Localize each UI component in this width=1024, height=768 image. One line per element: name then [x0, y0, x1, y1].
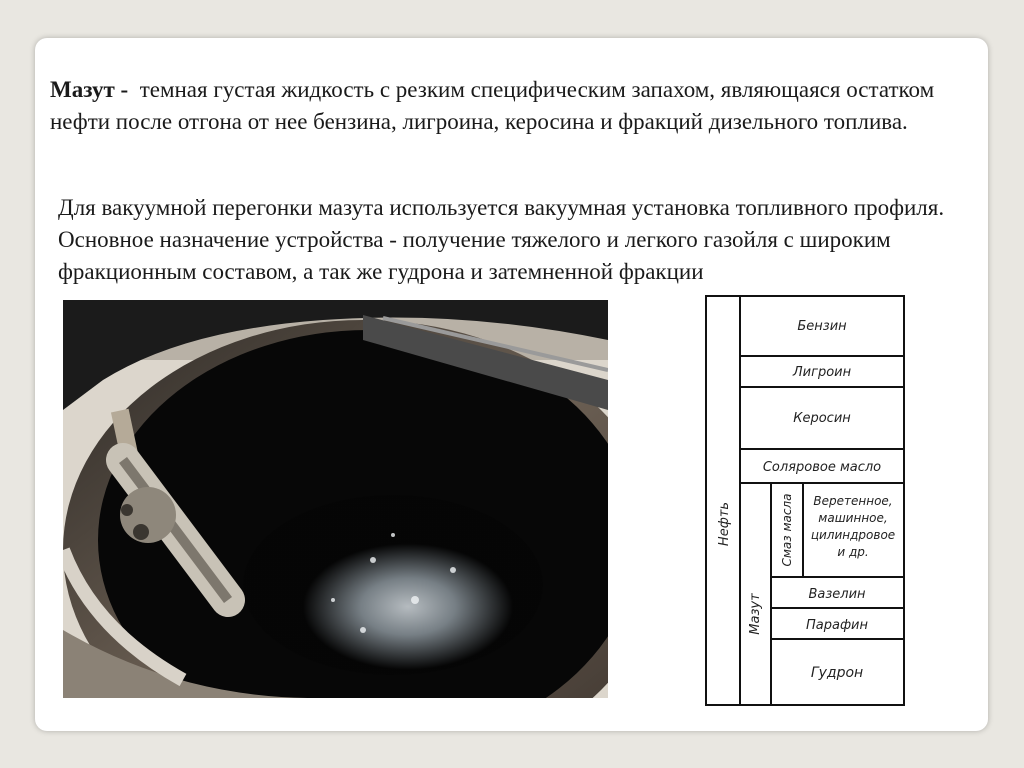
label-neft: Нефть: [717, 501, 732, 547]
fraction-parafin: Парафин: [805, 618, 869, 633]
oils-line-3: цилиндровое: [810, 528, 896, 542]
mazut-definition: [50, 74, 970, 138]
definition-text: темная густая жидкость с резким специфическим запахом, являющаяся остатком нефти после отгона от нее бензина, лигроина, керосина и фракций дизельного топлива.: [50, 77, 935, 134]
slide: [35, 38, 988, 731]
fraction-benzin: Бензин: [797, 319, 847, 334]
label-mazut: Мазут: [748, 593, 763, 635]
oils-line-1: Веретенное,: [813, 494, 893, 508]
fraction-gudron: Гудрон: [810, 665, 864, 681]
oils-line-2: машинное,: [818, 511, 888, 525]
oil-fractions-diagram: [699, 294, 911, 710]
mazut-tank-photo: [63, 300, 608, 698]
term-mazut: Мазут -: [50, 77, 129, 102]
oils-line-4: и др.: [837, 545, 869, 559]
fraction-kerosin: Керосин: [793, 411, 851, 426]
fraction-solar-oil: Соляровое масло: [762, 460, 882, 475]
fraction-vazelin: Вазелин: [808, 587, 866, 602]
vacuum-distillation-text: Для вакуумной перегонки мазута используется вакуумная установка топливного профиля. Основное назначение устройства - получение тяжелого и легкого газойля с широким фракционным составом, а так же гудрона и затемненной фракции: [58, 195, 945, 284]
label-lubricants: Смаз масла: [780, 493, 794, 567]
fraction-ligroin: Лигроин: [792, 365, 852, 380]
